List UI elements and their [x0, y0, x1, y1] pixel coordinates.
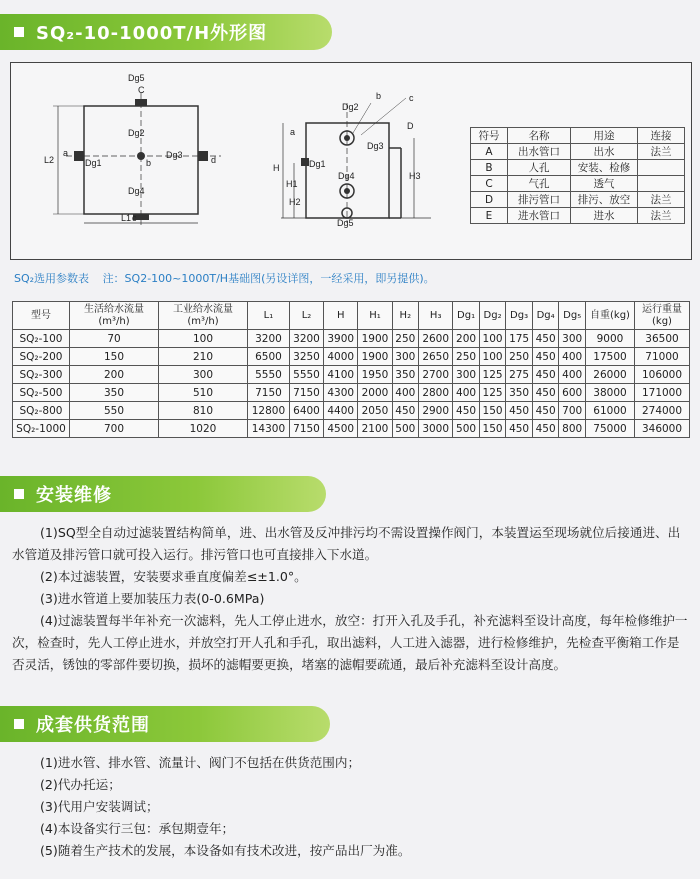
table-cell: 150 [479, 402, 506, 420]
table-cell: 125 [479, 384, 506, 402]
supply-item: (5)随着生产技术的发展，本设备如有技术改进，按产品出厂为准。 [40, 843, 411, 858]
table-row: C 气孔 透气 [471, 176, 685, 192]
symbol-table [470, 127, 685, 224]
table-cell: 500 [392, 420, 419, 438]
supply-text [12, 752, 688, 862]
table-cell: 300 [559, 330, 586, 348]
usage-header: 用途 [571, 128, 638, 144]
square-bullet-icon [14, 719, 24, 729]
table-cell: 3200 [248, 330, 290, 348]
table-row [13, 420, 690, 438]
label-dg1-right: Dg1 [309, 159, 326, 169]
supply-item: (4)本设备实行三包：承包期壹年； [40, 821, 235, 836]
table-cell: 350 [506, 384, 533, 402]
table-cell: 5550 [248, 366, 290, 384]
col-header: H₂ [392, 302, 419, 330]
table-cell: 810 [159, 402, 248, 420]
label-dg2-left: Dg2 [128, 128, 145, 138]
label-dg1-left: Dg1 [85, 158, 102, 168]
install-item: (4)过滤装置每半年补充一次滤料，先人工停止进水，放空：打开入孔及手孔，补充滤料至设计高度，每年检修维护一次，检查时，先人工停止进水，并放空打开人孔和手孔，取出滤料，人工进入滤器，进行检修维护，先检查平衡箱工作是否灵活，锈蚀的零部件要切换，损坏的滤帽要更换，堵塞的滤帽要疏通，最后补充滤料至设计高度。 [12, 613, 688, 672]
table-cell: 150 [70, 348, 159, 366]
table-cell: 400 [559, 348, 586, 366]
col-header: H₃ [419, 302, 453, 330]
table-cell: 1900 [358, 348, 392, 366]
install-item: (1)SQ型全自动过滤装置结构简单，进、出水管及反冲排污均不需设置操作阀门，本装置运至现场就位后接通进、出水管道及排污管口就可投入运行。排污管口也可直接排入下水道。 [12, 525, 681, 562]
table-cell: 106000 [635, 366, 690, 384]
table-cell: 9000 [586, 330, 635, 348]
label-d-right: D [407, 121, 414, 131]
col-header: Dg₃ [506, 302, 533, 330]
table-cell: 125 [479, 366, 506, 384]
table-cell: 700 [559, 402, 586, 420]
symbol-header: 符号 [471, 128, 508, 144]
param-note-text: 注：SQ2-100~1000T/H基础图(另设详图，一经采用，即另提供)。 [102, 272, 435, 285]
table-cell: 6400 [289, 402, 323, 420]
table-cell: 275 [506, 366, 533, 384]
param-table [12, 301, 690, 438]
table-cell: 450 [532, 402, 559, 420]
table-cell: 3250 [289, 348, 323, 366]
table-cell: 4000 [324, 348, 358, 366]
table-cell: 2650 [419, 348, 453, 366]
label-a-left: a [63, 148, 69, 158]
shape-diagram [10, 62, 692, 260]
square-bullet-icon [14, 489, 24, 499]
table-cell: 3900 [324, 330, 358, 348]
label-h3: H3 [409, 171, 421, 181]
section-banner-shape [0, 14, 332, 50]
table-cell: 7150 [289, 420, 323, 438]
col-header: H₁ [358, 302, 392, 330]
table-cell: 4300 [324, 384, 358, 402]
table-cell: 350 [70, 384, 159, 402]
table-cell: 175 [506, 330, 533, 348]
table-row: B 人孔 安装、检修 [471, 160, 685, 176]
table-cell: 600 [559, 384, 586, 402]
col-header: 生活给水流量(m³/h) [70, 302, 159, 330]
table-cell: 1020 [159, 420, 248, 438]
table-cell: 450 [506, 420, 533, 438]
supply-item: (3)代用户安装调试； [40, 799, 159, 814]
supply-item: (2)代办托运； [40, 777, 121, 792]
label-l1: L1 [121, 213, 132, 223]
label-dg5-left: Dg5 [128, 73, 145, 83]
table-cell: 510 [159, 384, 248, 402]
table-cell: 12800 [248, 402, 290, 420]
table-cell: 61000 [586, 402, 635, 420]
col-header: Dg₂ [479, 302, 506, 330]
label-c-right: c [409, 93, 414, 103]
col-header: Dg₅ [559, 302, 586, 330]
param-note-label: SQ₂选用参数表 [14, 272, 90, 285]
table-cell: 70 [70, 330, 159, 348]
label-d-left: d [211, 155, 217, 165]
table-cell: 400 [392, 384, 419, 402]
col-header: L₁ [248, 302, 290, 330]
section-title-supply: 成套供货范围 [36, 715, 150, 736]
table-cell: 450 [392, 402, 419, 420]
label-b-left: b [146, 158, 152, 168]
table-cell: 71000 [635, 348, 690, 366]
install-text [12, 522, 688, 676]
table-cell: 250 [453, 348, 480, 366]
col-header: 工业给水流量(m³/h) [159, 302, 248, 330]
label-h: H [273, 163, 280, 173]
table-cell: 14300 [248, 420, 290, 438]
table-cell: 2800 [419, 384, 453, 402]
label-c-bottom: c [132, 213, 137, 223]
table-cell: 450 [506, 402, 533, 420]
col-header: Dg₄ [532, 302, 559, 330]
table-cell: 300 [453, 366, 480, 384]
table-cell: 2600 [419, 330, 453, 348]
label-dg4-left: Dg4 [128, 186, 145, 196]
table-cell: 4400 [324, 402, 358, 420]
table-cell: 2900 [419, 402, 453, 420]
table-cell: 7150 [289, 384, 323, 402]
table-cell: 5550 [289, 366, 323, 384]
table-cell: 450 [532, 348, 559, 366]
table-row [13, 366, 690, 384]
label-h1: H1 [286, 179, 298, 189]
table-cell: SQ₂-100 [13, 330, 70, 348]
table-cell: 36500 [635, 330, 690, 348]
param-note [14, 270, 445, 286]
table-cell: 17500 [586, 348, 635, 366]
table-row: D 排污管口 排污、放空 法兰 [471, 192, 685, 208]
table-cell: 210 [159, 348, 248, 366]
col-header: L₂ [289, 302, 323, 330]
table-cell: 150 [479, 420, 506, 438]
square-bullet-icon [14, 27, 24, 37]
table-cell: 38000 [586, 384, 635, 402]
connection-header: 连接 [638, 128, 685, 144]
table-cell: 400 [453, 384, 480, 402]
col-header: 型号 [13, 302, 70, 330]
table-cell: SQ₂-200 [13, 348, 70, 366]
label-dg2-right: Dg2 [342, 102, 359, 112]
section-banner-install [0, 476, 326, 512]
label-c-top: C [138, 85, 145, 95]
table-row [13, 330, 690, 348]
label-dg4-right: Dg4 [338, 171, 355, 181]
section-title-install: 安装维修 [36, 485, 112, 506]
table-cell: 4500 [324, 420, 358, 438]
table-cell: 75000 [586, 420, 635, 438]
col-header: H [324, 302, 358, 330]
label-a-right: a [290, 127, 296, 137]
col-header: Dg₁ [453, 302, 480, 330]
table-cell: 346000 [635, 420, 690, 438]
section-title-shape: SQ₂-10-1000T/H外形图 [36, 23, 268, 44]
table-cell: 450 [532, 330, 559, 348]
table-cell: 700 [70, 420, 159, 438]
table-cell: 2050 [358, 402, 392, 420]
install-item: (2)本过滤装置，安装要求垂直度偏差≤±1.0°。 [40, 569, 307, 584]
table-cell: 274000 [635, 402, 690, 420]
table-cell: 100 [479, 330, 506, 348]
supply-item: (1)进水管、排水管、流量计、阀门不包括在供货范围内； [40, 755, 361, 770]
table-cell: 450 [532, 366, 559, 384]
table-cell: 250 [392, 330, 419, 348]
table-cell: 100 [479, 348, 506, 366]
table-cell: 1900 [358, 330, 392, 348]
table-cell: SQ₂-500 [13, 384, 70, 402]
table-cell: 800 [559, 420, 586, 438]
table-row: E 进水管口 进水 法兰 [471, 208, 685, 224]
label-dg5-right: Dg5 [337, 218, 354, 228]
table-cell: 2700 [419, 366, 453, 384]
table-cell: 2000 [358, 384, 392, 402]
table-row [13, 348, 690, 366]
table-cell: 3200 [289, 330, 323, 348]
table-cell: 400 [559, 366, 586, 384]
table-cell: 6500 [248, 348, 290, 366]
col-header: 自重(kg) [586, 302, 635, 330]
table-cell: 1950 [358, 366, 392, 384]
install-item: (3)进水管道上要加装压力表(0-0.6MPa) [40, 591, 265, 606]
table-cell: 100 [159, 330, 248, 348]
col-header: 运行重量(kg) [635, 302, 690, 330]
name-header: 名称 [508, 128, 571, 144]
label-dg3-left: Dg3 [166, 150, 183, 160]
table-cell: SQ₂-300 [13, 366, 70, 384]
table-cell: SQ₂-1000 [13, 420, 70, 438]
table-row: A 出水管口 出水 法兰 [471, 144, 685, 160]
table-cell: 300 [392, 348, 419, 366]
table-cell: 550 [70, 402, 159, 420]
table-cell: 450 [532, 384, 559, 402]
table-cell: SQ₂-800 [13, 402, 70, 420]
table-cell: 4100 [324, 366, 358, 384]
table-cell: 450 [453, 402, 480, 420]
table-cell: 250 [506, 348, 533, 366]
table-row [13, 402, 690, 420]
table-cell: 350 [392, 366, 419, 384]
label-b-right: b [376, 91, 382, 101]
table-cell: 450 [532, 420, 559, 438]
table-cell: 3000 [419, 420, 453, 438]
table-cell: 26000 [586, 366, 635, 384]
table-cell: 200 [453, 330, 480, 348]
label-l2: L2 [44, 155, 55, 165]
table-cell: 300 [159, 366, 248, 384]
table-cell: 7150 [248, 384, 290, 402]
label-dg3-right: Dg3 [367, 141, 384, 151]
table-cell: 200 [70, 366, 159, 384]
table-cell: 500 [453, 420, 480, 438]
section-banner-supply [0, 706, 330, 742]
label-h2: H2 [289, 197, 301, 207]
table-cell: 171000 [635, 384, 690, 402]
table-cell: 2100 [358, 420, 392, 438]
table-row [13, 384, 690, 402]
